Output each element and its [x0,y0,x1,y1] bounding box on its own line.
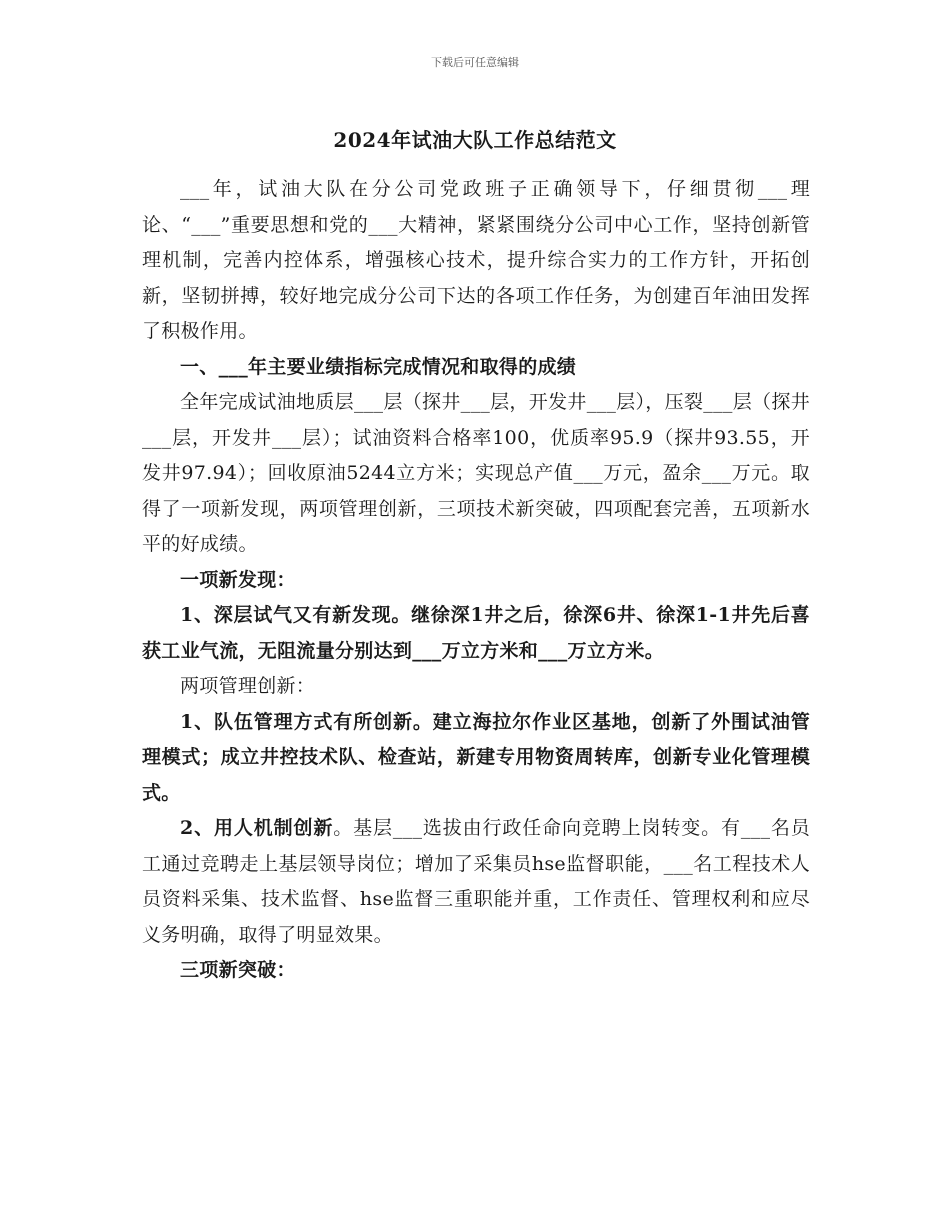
paragraph-performance: 全年完成试油地质层___层（探井___层，开发井___层），压裂___层（探井___层，开发井___层）；试油资料合格率100，优质率95.9（探井93.55，开发井97.94）；回收原油5244立方米；实现总产值___万元，盈余___万元。取得了一项新发现，两项管理创新，三项技术新突破，四项配套完善，五项新水平的好成绩。 [142,391,810,555]
document-title: 2024年试油大队工作总结范文 [333,128,617,152]
subheading-management-innovation: 两项管理创新： [180,675,316,697]
header-note: 下载后可任意编辑 [431,56,519,69]
paragraph-innovation-2 [142,811,810,953]
innovation-2-lead: 2、用人机制创新 [180,817,334,839]
paragraph-innovation-1: 1、队伍管理方式有所创新。建立海拉尔作业区基地，创新了外围试油管理模式；成立井控技术队、检查站，新建专用物资周转库，创新专业化管理模式。 [142,710,810,804]
paragraph-intro: ___年，试油大队在分公司党政班子正确领导下，仔细贯彻___理论、“___”重要思想和党的___大精神，紧紧围绕分公司中心工作，坚持创新管理机制，完善内控体系，增强核心技术，提升综合实力的工作方针，开拓创新，坚韧拼搏，较好地完成分公司下达的各项工作任务，为创建百年油田发挥了积极作用。 [142,178,810,342]
section-heading-1: 一、___年主要业绩指标完成情况和取得的成绩 [180,355,577,378]
innovation-2-text: 。基层___选拔由行政任命向竞聘上岗转变。有___名员工通过竞聘走上基层领导岗位；增加了采集员hse监督职能，___名工程技术人员资料采集、技术监督、hse监督三重职能并重，工作责任、管理权利和应尽义务明确，取得了明显效果。 [142,817,810,946]
subheading-new-discovery: 一项新发现： [180,568,296,591]
paragraph-discovery-1: 1、深层试气又有新发现。继徐深1井之后，徐深6井、徐深1-1井先后喜获工业气流，无阻流量分别达到___万立方米和___万立方米。 [142,604,810,662]
document-body [142,172,810,989]
subheading-tech-breakthrough: 三项新突破： [180,959,296,981]
